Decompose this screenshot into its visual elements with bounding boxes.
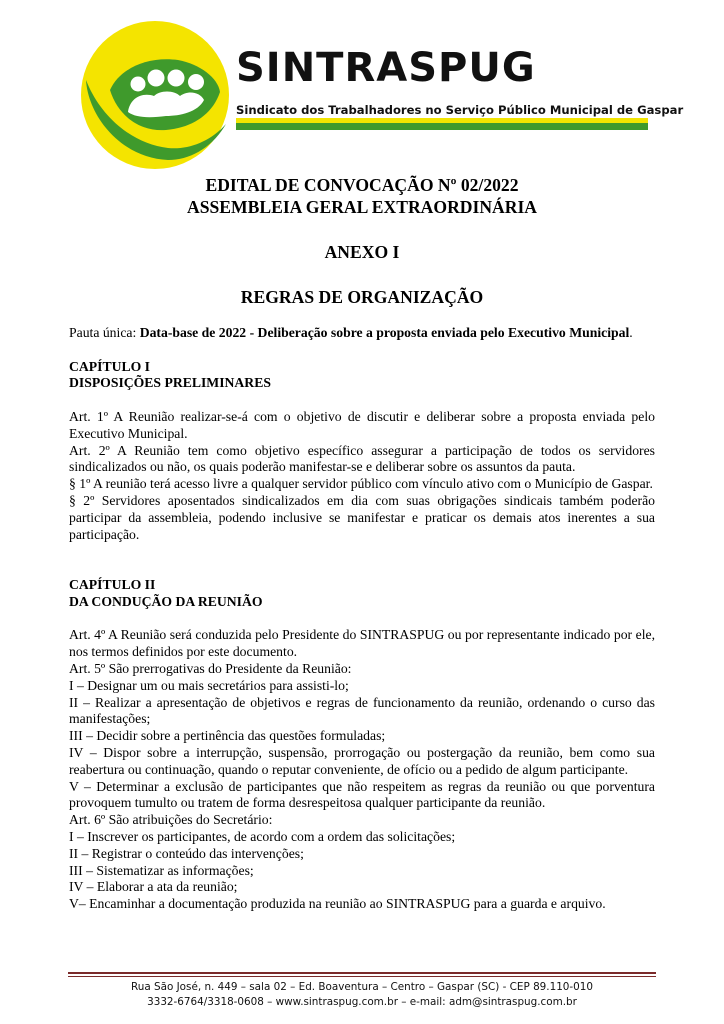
edital-title: EDITAL DE CONVOCAÇÃO Nº 02/2022: [205, 175, 519, 195]
chapter2-art4: Art. 4º A Reunião será conduzida pelo Presidente do SINTRASPUG ou por representante indicado por ele, nos termos definidos por este documento.: [69, 627, 655, 660]
chapter2-art6-v: V– Encaminhar a documentação produzida na reunião ao SINTRASPUG para a guarda e arquivo.: [69, 896, 606, 912]
assembly-title: ASSEMBLEIA GERAL EXTRAORDINÁRIA: [187, 197, 537, 217]
chapter2-art6-i: I – Inscrever os participantes, de acordo com a ordem das solicitações;: [69, 828, 456, 844]
chapter2-art5-iv: IV – Dispor sobre a interrupção, suspensão, prorrogação ou postergação da reunião, bem como sua reabertura ou continuação, quando o reputar conveniente, de ofício ou a pedido de algum participante.: [69, 744, 655, 777]
brand-subtitle: Sindicato dos Trabalhadores no Serviço Público Municipal de Gaspar: [236, 103, 684, 117]
chapter1-art2: Art. 2º A Reunião tem como objetivo específico assegurar a participação de todos os servidores sindicalizados ou não, os quais poderão manifestar-se e deliberar sobre os assuntos da pauta.: [69, 442, 655, 475]
pauta-end: .: [629, 325, 633, 340]
chapter2-art6-iv: IV – Elaborar a ata da reunião;: [69, 879, 238, 895]
chapter1-par1: § 1º A reunião terá acesso livre a qualquer servidor público com vínculo ativo com o Município de Gaspar.: [69, 476, 653, 492]
chapter2-art6-ii: II – Registrar o conteúdo das intervenções;: [69, 845, 304, 861]
chapter1-art1: Art. 1º A Reunião realizar-se-á com o objetivo de discutir e deliberar sobre a proposta enviada pelo Executivo Municipal.: [69, 408, 655, 441]
sintraspug-logo-icon: [80, 20, 230, 170]
chapter2-number: CAPÍTULO II: [69, 576, 156, 592]
pauta-text: Data-base de 2022 - Deliberação sobre a proposta enviada pelo Executivo Municipal: [139, 325, 630, 340]
annex-title: ANEXO I: [324, 242, 400, 262]
pauta-label: Pauta única:: [69, 325, 140, 340]
chapter2-art6: Art. 6º São atribuições do Secretário:: [69, 812, 273, 828]
chapter2-art5-v: V – Determinar a exclusão de participantes que não respeitem as regras da reunião ou que porventura provoquem tumulto ou tratem de forma desrespeitosa qualquer participante da reunião.: [69, 778, 655, 811]
chapter2-art6-iii: III – Sistematizar as informações;: [69, 862, 254, 878]
chapter1-title: DISPOSIÇÕES PRELIMINARES: [69, 375, 271, 391]
chapter2-art5-ii: II – Realizar a apresentação de objetivos e regras de funcionamento da reunião, ordenando o curso das manifestações;: [69, 694, 655, 727]
footer-rule: [68, 972, 656, 974]
brand-name: SINTRASPUG: [236, 45, 536, 91]
chapter1-number: CAPÍTULO I: [69, 358, 150, 374]
rules-title: REGRAS DE ORGANIZAÇÃO: [240, 287, 484, 307]
pauta-paragraph: [69, 325, 655, 342]
chapter2-art5-i: I – Designar um ou mais secretários para assisti-lo;: [69, 677, 349, 693]
chapter2-title: DA CONDUÇÃO DA REUNIÃO: [69, 593, 263, 609]
chapter2-art5-iii: III – Decidir sobre a pertinência das questões formuladas;: [69, 728, 386, 744]
chapter2-art5: Art. 5º São prerrogativas do Presidente da Reunião:: [69, 660, 352, 676]
document-body: [69, 325, 655, 913]
header-green-bar: [236, 123, 648, 130]
footer-contact: 3332-6764/3318-0608 – www.sintraspug.com.br – e-mail: adm@sintraspug.com.br: [147, 996, 577, 1008]
footer-address: Rua São José, n. 449 – sala 02 – Ed. Boaventura – Centro – Gaspar (SC) - CEP 89.110-010: [130, 981, 594, 993]
footer-rule-thin: [68, 976, 656, 977]
chapter1-par2: § 2º Servidores aposentados sindicalizados em dia com suas obrigações sindicais também poderão participar da assembleia, podendo inclusive se manifestar e praticar os demais atos inerentes a sua participação.: [69, 492, 655, 542]
